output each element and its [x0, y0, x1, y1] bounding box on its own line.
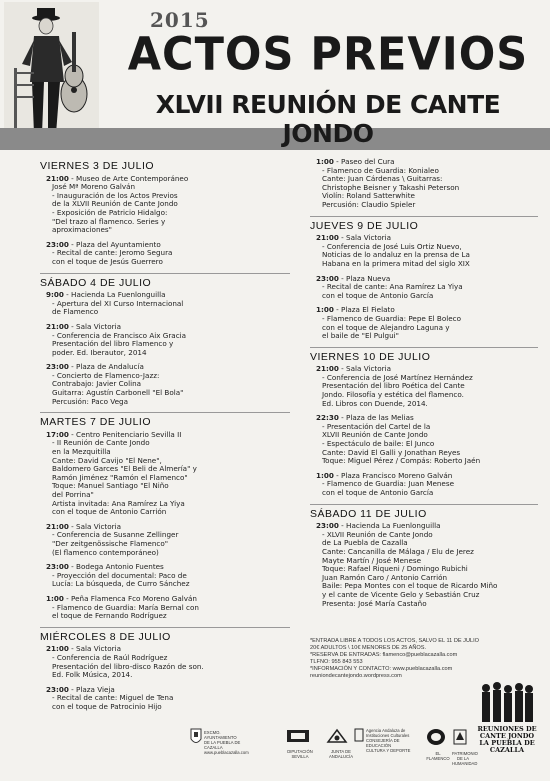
event-time: 23:00 — [46, 363, 69, 372]
event-line: Jondo. Filosofía y estética del flamenco. — [322, 391, 464, 400]
event-line: con el toque de Patrocinio Hijo — [52, 702, 162, 711]
logo-caption-line: DIPUTACIÓN — [287, 749, 313, 754]
event-text: - Plaza de Andalucía — [68, 363, 144, 372]
schedule-event — [46, 595, 290, 621]
event-line: XLVII Reunión de Cante Jondo — [322, 431, 428, 440]
event-text: - Paseo del Cura — [333, 158, 395, 166]
event-time: 9:00 — [46, 291, 64, 300]
schedule-event — [316, 275, 538, 301]
event-line: - Apertura del XI Curso Internacional — [52, 299, 184, 308]
event-line — [46, 431, 290, 440]
poster-title: ACTOS PREVIOS — [127, 28, 529, 82]
day-heading: SÁBADO 11 DE JULIO — [310, 507, 427, 520]
event-line: - Flamenco de Guardia: Juan Menese — [322, 480, 455, 489]
event-line — [316, 158, 538, 167]
event-line: Guitarra: Agustín Carbonell "El Bola" — [52, 389, 184, 398]
schedule-event — [316, 522, 538, 608]
sponsor-logos — [190, 728, 478, 768]
event-line: - Presentación del Cartel de la — [322, 422, 431, 431]
event-line: Presentación del libro-disco Razón de son. — [52, 662, 204, 671]
logo-caption-line: Agencia Andaluza de Instituciones Culturales — [366, 728, 410, 738]
schedule-event — [46, 645, 290, 679]
event-text: - Plaza Francisco Moreno Galván — [333, 471, 453, 480]
event-line — [46, 686, 290, 695]
event-time: 17:00 — [46, 430, 69, 439]
event-time: 21:00 — [46, 322, 69, 331]
event-line: Christophe Beisner y Takashi Peterson — [322, 183, 460, 192]
event-line: - Recital de cante: Jeromo Segura — [52, 249, 173, 258]
event-line: con el toque de Antonio García — [322, 291, 434, 300]
day-divider — [40, 627, 290, 628]
event-line — [316, 522, 538, 531]
event-line — [46, 595, 290, 604]
event-line: Ed. Folk Música, 2014. — [52, 671, 133, 680]
event-line — [46, 175, 290, 184]
event-time: 23:00 — [46, 240, 69, 249]
event-line: - Flamenco de Guardia: María Bernal con — [52, 603, 199, 612]
event-text: - Museo de Arte Contemporáneo — [68, 174, 189, 183]
poster-header — [0, 0, 550, 152]
poster-subtitle: XLVII REUNIÓN DE CANTE JONDO — [155, 90, 501, 148]
logo-caption-line: SEVILLA — [291, 754, 309, 759]
event-line: - Concierto de Flamenco-Jazz: — [52, 371, 160, 380]
note-line: reuniondecantejondo.wordpress.com — [310, 673, 402, 679]
event-text: - Sala Victoria — [68, 645, 121, 654]
event-text: - Plaza del Ayuntamiento — [68, 240, 161, 249]
event-line: Noticias de lo andaluz en la prensa de La — [322, 251, 470, 260]
event-line: poder. Ed. Iberautor, 2014 — [52, 348, 147, 357]
patrimonio-logo — [452, 728, 478, 766]
guitarist-illustration — [4, 2, 99, 142]
event-line: de la XLVII Reunión de Cante Jondo — [52, 200, 178, 209]
event-line: - Exposición de Patricio Hidalgo: — [52, 208, 168, 217]
event-line: con el toque de Jesús Guerrero — [52, 257, 163, 266]
event-time: 23:00 — [46, 563, 69, 572]
unesco-icon — [452, 728, 468, 746]
event-line — [46, 645, 290, 654]
event-line: - Conferencia de Francisco Aix Gracia — [52, 331, 187, 340]
consejeria-logo — [354, 728, 411, 753]
event-line: Artista invitada: Ana Ramírez La Yiya — [52, 499, 185, 508]
junta-logo — [326, 728, 356, 759]
event-line: (El flamenco contemporáneo) — [52, 548, 159, 557]
event-line: Ramón Jiménez "Ramón el Flamenco" — [52, 473, 188, 482]
event-line — [316, 414, 538, 423]
note-line: *INFORMACIÓN Y CONTACTO: www.pueblacazalla.com — [310, 666, 453, 672]
event-line: Cante: David El Galli y Jonathan Reyes — [322, 448, 461, 457]
event-line: Toque: Manuel Santiago "El Niño — [52, 482, 169, 491]
schedule-event — [46, 291, 290, 317]
event-time: 22:30 — [316, 414, 339, 423]
event-time: 1:00 — [316, 306, 334, 315]
schedule-event — [46, 363, 290, 406]
event-text: - Sala Victoria — [338, 365, 391, 374]
event-line: Cante: Cancanilla de Málaga / Elu de Jerez — [322, 547, 474, 556]
event-line: - Flamenco de Guardia: Konialeo — [322, 166, 439, 175]
day-divider — [310, 347, 538, 348]
event-line: - Conferencia de José Martínez Hernández — [322, 373, 473, 382]
note-line: *ENTRADA LIBRE A TODOS LOS ACTOS, SALVO EL 11 DE JULIO — [310, 638, 480, 644]
event-line: Contrabajo: Javier Colina — [52, 380, 142, 389]
event-line: "Der zeitgenössische Flamenco" — [52, 539, 169, 548]
coat-of-arms-icon — [190, 728, 202, 746]
event-text: - Peña Flamenca Fco Moreno Galván — [63, 594, 197, 603]
day-heading: MIÉRCOLES 8 DE JULIO — [40, 630, 171, 643]
event-text: - Sala Victoria — [68, 322, 121, 331]
logo-caption-line: DE LA PUEBLA DE CAZALLA — [204, 740, 241, 750]
event-line: aproximaciones" — [52, 226, 112, 235]
junta-icon — [326, 728, 348, 744]
event-line — [46, 241, 290, 250]
event-line: - Conferencia de Susanne Zellinger — [52, 531, 179, 540]
event-line — [46, 363, 290, 372]
year-label: 2015 — [150, 8, 210, 32]
event-time: 21:00 — [316, 365, 339, 374]
event-line: - Espectáculo de baile: El Junco — [322, 440, 435, 449]
event-line: - Recital de cante: Miguel de Tena — [52, 694, 174, 703]
schedule-event — [316, 472, 538, 498]
schedule-event — [46, 686, 290, 712]
event-time: 1:00 — [46, 594, 64, 603]
event-line — [46, 323, 290, 332]
event-line — [46, 291, 290, 300]
event-line: - II Reunión de Cante Jondo — [52, 439, 150, 448]
event-time: 23:00 — [316, 522, 339, 531]
group-caption-line: REUNIONES DE — [477, 725, 537, 733]
event-line: - Inauguración de los Actos Previos — [52, 191, 178, 200]
event-line: Ed. Libros con Duende, 2014. — [322, 399, 428, 408]
ticket-notes — [310, 638, 490, 680]
event-line: Toque: Rafael Riqueni / Domingo Rubichi — [322, 565, 468, 574]
event-line: Juan Ramón Caro / Antonio Carrión — [322, 573, 448, 582]
event-text: - Sala Victoria — [68, 522, 121, 531]
day-heading: VIERNES 10 DE JULIO — [310, 350, 431, 363]
event-text: - Hacienda La Fuenlonguilla — [338, 522, 441, 531]
event-line: Baile: Pepa Montes con el toque de Ricardo Miño — [322, 582, 498, 591]
event-time: 21:00 — [46, 645, 69, 654]
day-divider — [40, 412, 290, 413]
event-text: - Plaza El Fielato — [333, 306, 395, 315]
event-line: Cante: David Cavijo "El Nene", — [52, 456, 162, 465]
event-text: - Centro Penitenciario Sevilla II — [68, 430, 182, 439]
event-text: - Hacienda La Fuenlonguilla — [63, 291, 166, 300]
event-line: - Proyección del documental: Paco de — [52, 571, 187, 580]
event-line — [316, 365, 538, 374]
event-line — [316, 234, 538, 243]
schedule-event — [46, 563, 290, 589]
logo-caption-line: JUNTA DE ANDALUCÍA — [329, 749, 353, 759]
logo-caption-line: PATRIMONIO DE LA HUMANIDAD — [452, 751, 478, 766]
event-line: - Conferencia de José Luis Ortiz Nuevo, — [322, 242, 462, 251]
event-text: - Plaza Nueva — [338, 274, 391, 283]
event-line: "Del trazo al flamenco. Series y — [52, 217, 166, 226]
event-line: Percusión: Paco Vega — [52, 397, 128, 406]
event-line: con el toque de Antonio Carrión — [52, 508, 167, 517]
schedule-event — [316, 158, 538, 210]
event-line: Percusión: Claudio Spieler — [322, 200, 416, 209]
reuniones-logo-caption — [474, 726, 540, 754]
schedule-event — [316, 306, 538, 340]
logo-caption-line: EXCMO. AYUNTAMIENTO — [204, 730, 237, 740]
junta-small-icon — [354, 728, 364, 742]
event-line: Cante: Juan Cárdenas \ Guitarras: — [322, 175, 443, 184]
event-text: - Plaza de las Melias — [338, 414, 414, 423]
event-line: José Mª Moreno Galván — [52, 183, 136, 192]
event-text: - Plaza Vieja — [68, 685, 115, 694]
event-line: - Recital de cante: Ana Ramírez La Yiya — [322, 283, 463, 292]
logo-caption-line: CONSEJERÍA DE EDUCACIÓN — [366, 738, 400, 748]
diputacion-icon — [285, 728, 311, 744]
diputacion-logo — [285, 728, 315, 759]
note-line: *RESERVA DE ENTRADAS: flamenco@pueblacazalla.com — [310, 652, 458, 658]
event-line: Toque: Miguel Pérez / Compás: Roberto Jaén — [322, 457, 481, 466]
day-divider — [310, 504, 538, 505]
logo-caption-line: www.pueblacazalla.com — [204, 750, 249, 755]
event-line — [316, 472, 538, 481]
event-time: 21:00 — [316, 234, 339, 243]
event-line: del Porrina" — [52, 491, 94, 499]
event-line: Presentación del libro Poética del Cante — [322, 382, 465, 391]
event-line: Lucía: La búsqueda, de Curro Sánchez — [52, 580, 190, 589]
event-line: y el cante de Vicente Gelo y Sebastián Cruz — [322, 590, 480, 599]
event-line: de La Puebla de Cazalla — [322, 539, 408, 548]
event-time: 21:00 — [46, 522, 69, 531]
event-line — [316, 306, 538, 315]
event-line — [46, 523, 290, 532]
day-heading: SÁBADO 4 DE JULIO — [40, 276, 152, 289]
schedule-event — [46, 241, 290, 267]
schedule-event — [46, 175, 290, 235]
event-time: 23:00 — [46, 685, 69, 694]
note-line: TLFNO: 955 843 553 — [310, 659, 363, 665]
flamenco-logo — [426, 728, 450, 761]
ayuntamiento-logo — [190, 728, 249, 755]
schedule-right-column — [310, 158, 538, 614]
event-line: Presenta: José María Castaño — [322, 599, 427, 608]
schedule-event — [316, 234, 538, 268]
day-heading: JUEVES 9 DE JULIO — [310, 219, 419, 232]
schedule-event — [316, 414, 538, 466]
group-caption-line: LA PUEBLA DE CAZALLA — [479, 739, 535, 754]
event-line: Mayte Martín / José Menese — [322, 556, 422, 565]
event-time: 1:00 — [316, 158, 334, 166]
event-line — [46, 563, 290, 572]
event-line: con el toque de Alejandro Laguna y — [322, 323, 450, 332]
group-caption-line: CANTE JONDO — [479, 732, 535, 740]
event-line: de Flamenco — [52, 308, 99, 317]
event-time: 1:00 — [316, 471, 334, 480]
day-divider — [310, 216, 538, 217]
event-line: - XLVII Reunión de Cante Jondo — [322, 530, 433, 539]
event-text: - Sala Victoria — [338, 234, 391, 243]
schedule-event — [46, 523, 290, 557]
event-line: - Flamenco de Guardia: Pepe El Boleco — [322, 314, 462, 323]
flamenco-seal-icon — [426, 728, 446, 746]
schedule-left-column — [40, 158, 290, 717]
event-line: el toque de Fernando Rodríguez — [52, 612, 167, 621]
schedule-event — [46, 431, 290, 517]
day-divider — [40, 273, 290, 274]
event-line: Baldomero Garces "El Beli de Almería" y — [52, 465, 197, 474]
event-line: en la Mezquitilla — [52, 448, 111, 457]
day-heading: VIERNES 3 DE JULIO — [40, 160, 155, 172]
schedule-event — [46, 323, 290, 357]
event-line: Violín: Roland Satterwhite — [322, 192, 415, 201]
event-line: el baile de "El Pulgui" — [322, 332, 399, 341]
note-line: 20€ ADULTOS \ 10€ MENORES DE 25 AÑOS. — [310, 645, 427, 651]
logo-caption-line: EL FLAMENCO — [426, 751, 450, 761]
schedule-event — [316, 365, 538, 408]
event-line: - Conferencia de Raúl Rodríguez — [52, 653, 168, 662]
event-text: - Bodega Antonio Fuentes — [68, 563, 164, 572]
event-line: Presentación del libro Flamenco y — [52, 340, 174, 349]
event-line: Habana en la primera mitad del siglo XIX — [322, 259, 470, 268]
event-line — [316, 275, 538, 284]
event-time: 21:00 — [46, 174, 69, 183]
singers-group-illustration — [478, 680, 536, 724]
logo-caption-line: CULTURA Y DEPORTE — [366, 748, 411, 753]
event-time: 23:00 — [316, 274, 339, 283]
day-heading: MARTES 7 DE JULIO — [40, 416, 151, 429]
event-line: con el toque de Antonio García — [322, 489, 434, 497]
